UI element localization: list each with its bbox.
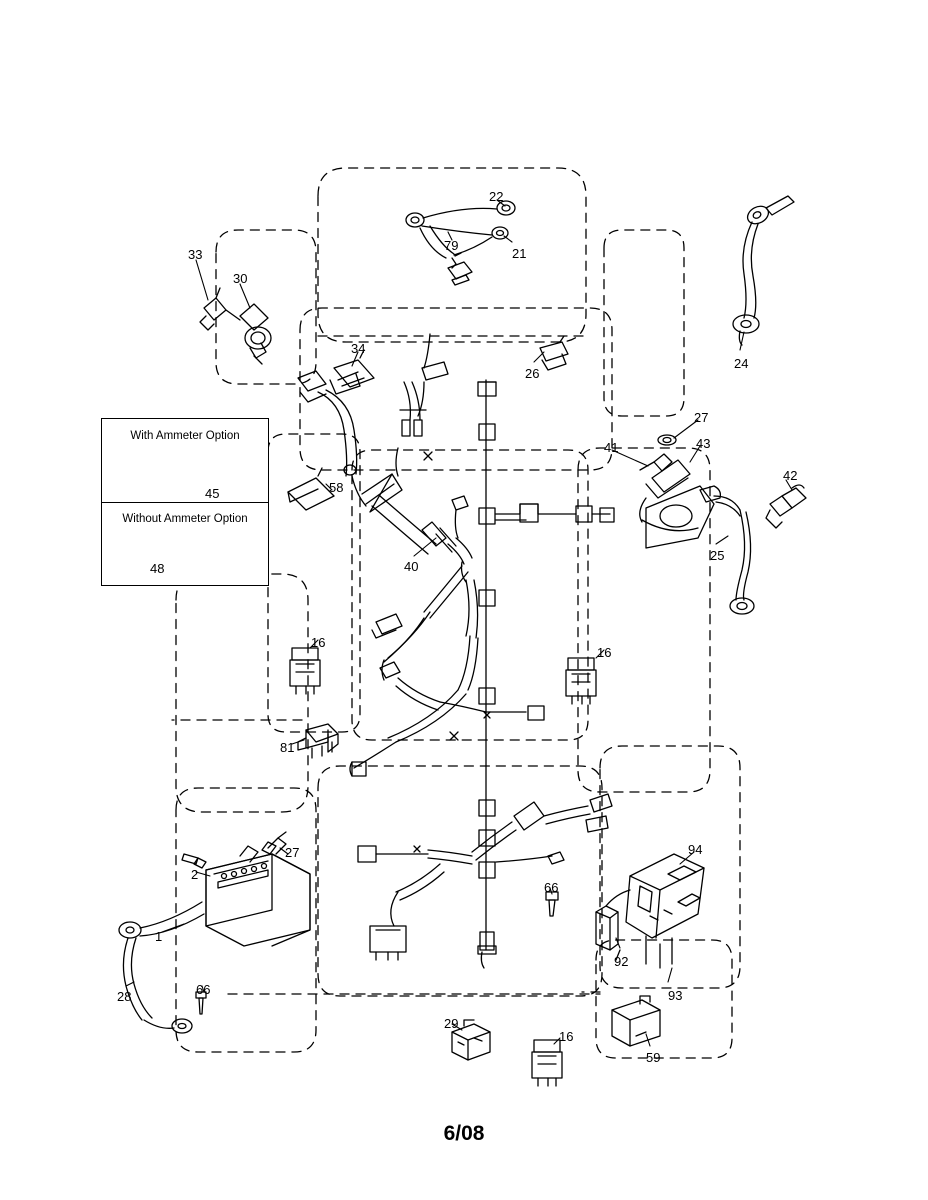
callout-79: 79 bbox=[444, 238, 459, 253]
callout-42: 42 bbox=[783, 468, 798, 483]
callout-21: 21 bbox=[512, 246, 527, 261]
callout-16-right: 16 bbox=[597, 645, 612, 660]
callout-43: 43 bbox=[696, 436, 711, 451]
legend-without-ammeter-label: Without Ammeter Option bbox=[122, 513, 248, 525]
callout-24: 24 bbox=[734, 356, 749, 371]
callout-40: 40 bbox=[404, 559, 419, 574]
callout-59: 59 bbox=[646, 1050, 661, 1065]
callout-25: 25 bbox=[710, 548, 725, 563]
callout-66-center: 66 bbox=[544, 880, 559, 895]
callout-34: 34 bbox=[351, 341, 366, 356]
callout-28: 28 bbox=[117, 989, 132, 1004]
callout-45: 45 bbox=[205, 486, 220, 501]
callout-66-left: 66 bbox=[196, 982, 211, 997]
legend-divider bbox=[102, 502, 268, 503]
callout-58: 58 bbox=[329, 480, 344, 495]
callout-30: 30 bbox=[233, 271, 248, 286]
callout-94: 94 bbox=[688, 842, 703, 857]
footer-date: 6/08 bbox=[443, 1122, 485, 1145]
callout-33: 33 bbox=[188, 247, 203, 262]
callout-92: 92 bbox=[614, 954, 629, 969]
callout-48: 48 bbox=[150, 561, 165, 576]
callout-29: 29 bbox=[444, 1016, 459, 1031]
callout-41: 41 bbox=[604, 440, 619, 455]
callout-1: 1 bbox=[155, 929, 163, 944]
callout-93: 93 bbox=[668, 988, 683, 1003]
callout-22: 22 bbox=[489, 189, 504, 204]
ammeter-option-legend bbox=[101, 418, 269, 586]
callout-2: 2 bbox=[191, 867, 199, 882]
callout-16-left: 16 bbox=[311, 635, 326, 650]
callout-26: 26 bbox=[525, 366, 540, 381]
callout-16-bottom: 16 bbox=[559, 1029, 574, 1044]
callout-27-battery: 27 bbox=[285, 845, 300, 860]
callout-27-top: 27 bbox=[694, 410, 709, 425]
legend-with-ammeter-label: With Ammeter Option bbox=[130, 430, 240, 442]
callout-81: 81 bbox=[280, 740, 295, 755]
